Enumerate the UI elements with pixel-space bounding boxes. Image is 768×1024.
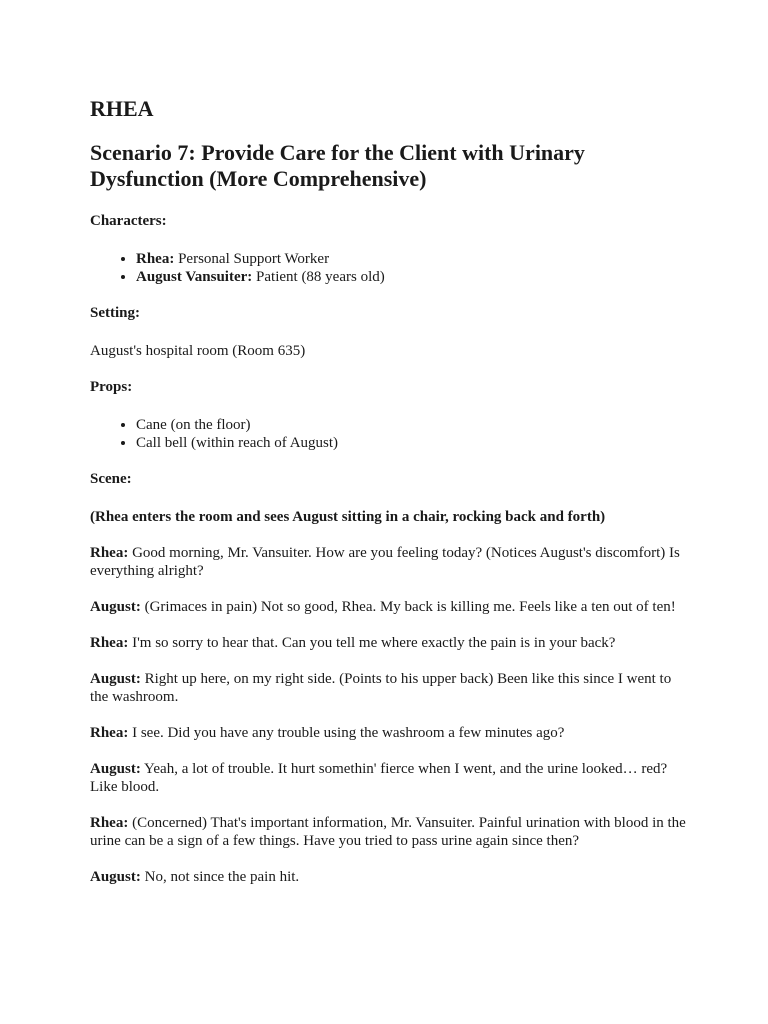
dialogue-text: I'm so sorry to hear that. Can you tell me where exactly the pain is in your back? — [128, 635, 616, 651]
dialogue-line — [90, 544, 690, 580]
document-heading: RHEA — [90, 96, 154, 121]
dialogue-text: Right up here, on my right side. (Points to his upper back) Been like this since I went to the washroom. — [90, 671, 672, 705]
stage-direction: (Rhea enters the room and sees August sitting in a chair, rocking back and forth) — [90, 509, 606, 525]
dialogue-text: No, not since the pain hit. — [140, 869, 300, 885]
speaker-name: August: — [90, 761, 141, 777]
dialogue-text: Yeah, a lot of trouble. It hurt somethin' fierce when I went, and the urine looked… red? Like blood. — [90, 761, 668, 795]
character-item — [136, 250, 690, 268]
dialogue-line — [90, 598, 690, 616]
dialogue-line — [90, 634, 690, 652]
setting-text: August's hospital room (Room 635) — [90, 343, 306, 359]
speaker-name: Rhea: — [90, 815, 129, 831]
document-page — [90, 96, 690, 904]
speaker-name: Rhea: — [90, 545, 129, 561]
character-name: August Vansuiter: — [136, 269, 253, 285]
setting-label: Setting: — [90, 305, 140, 321]
prop-item: • Cane (on the floor) — [136, 416, 690, 434]
characters-label: Characters: — [90, 213, 167, 229]
character-desc: Patient (88 years old) — [252, 269, 385, 285]
character-name: Rhea: — [136, 251, 175, 267]
dialogue-line — [90, 760, 690, 796]
scene-label: Scene: — [90, 471, 132, 487]
dialogue-text: I see. Did you have any trouble using the washroom a few minutes ago? — [128, 725, 565, 741]
prop-item: • Call bell (within reach of August) — [136, 434, 690, 452]
dialogue-line — [90, 814, 690, 850]
speaker-name: August: — [90, 599, 141, 615]
props-label: Props: — [90, 379, 133, 395]
dialogue-text: Good morning, Mr. Vansuiter. How are you feeling today? (Notices August's discomfort) Is everything alright? — [90, 545, 680, 579]
speaker-name: August: — [90, 869, 141, 885]
speaker-name: August: — [90, 671, 141, 687]
dialogue-text: (Concerned) That's important information, Mr. Vansuiter. Painful urination with blood in the urine can be a sign of a few things. Have you tried to pass urine again since then? — [90, 815, 686, 849]
dialogue-line — [90, 724, 690, 742]
speaker-name: Rhea: — [90, 725, 129, 741]
character-desc: Personal Support Worker — [174, 251, 330, 267]
speaker-name: Rhea: — [90, 635, 129, 651]
character-item — [136, 268, 690, 286]
dialogue-text: (Grimaces in pain) Not so good, Rhea. My back is killing me. Feels like a ten out of ten! — [140, 599, 676, 615]
dialogue-line — [90, 670, 690, 706]
props-list — [90, 416, 690, 452]
scenario-title: Scenario 7: Provide Care for the Client with Urinary Dysfunction (More Comprehensive) — [90, 140, 585, 191]
characters-list — [90, 250, 690, 286]
dialogue-line — [90, 868, 690, 886]
